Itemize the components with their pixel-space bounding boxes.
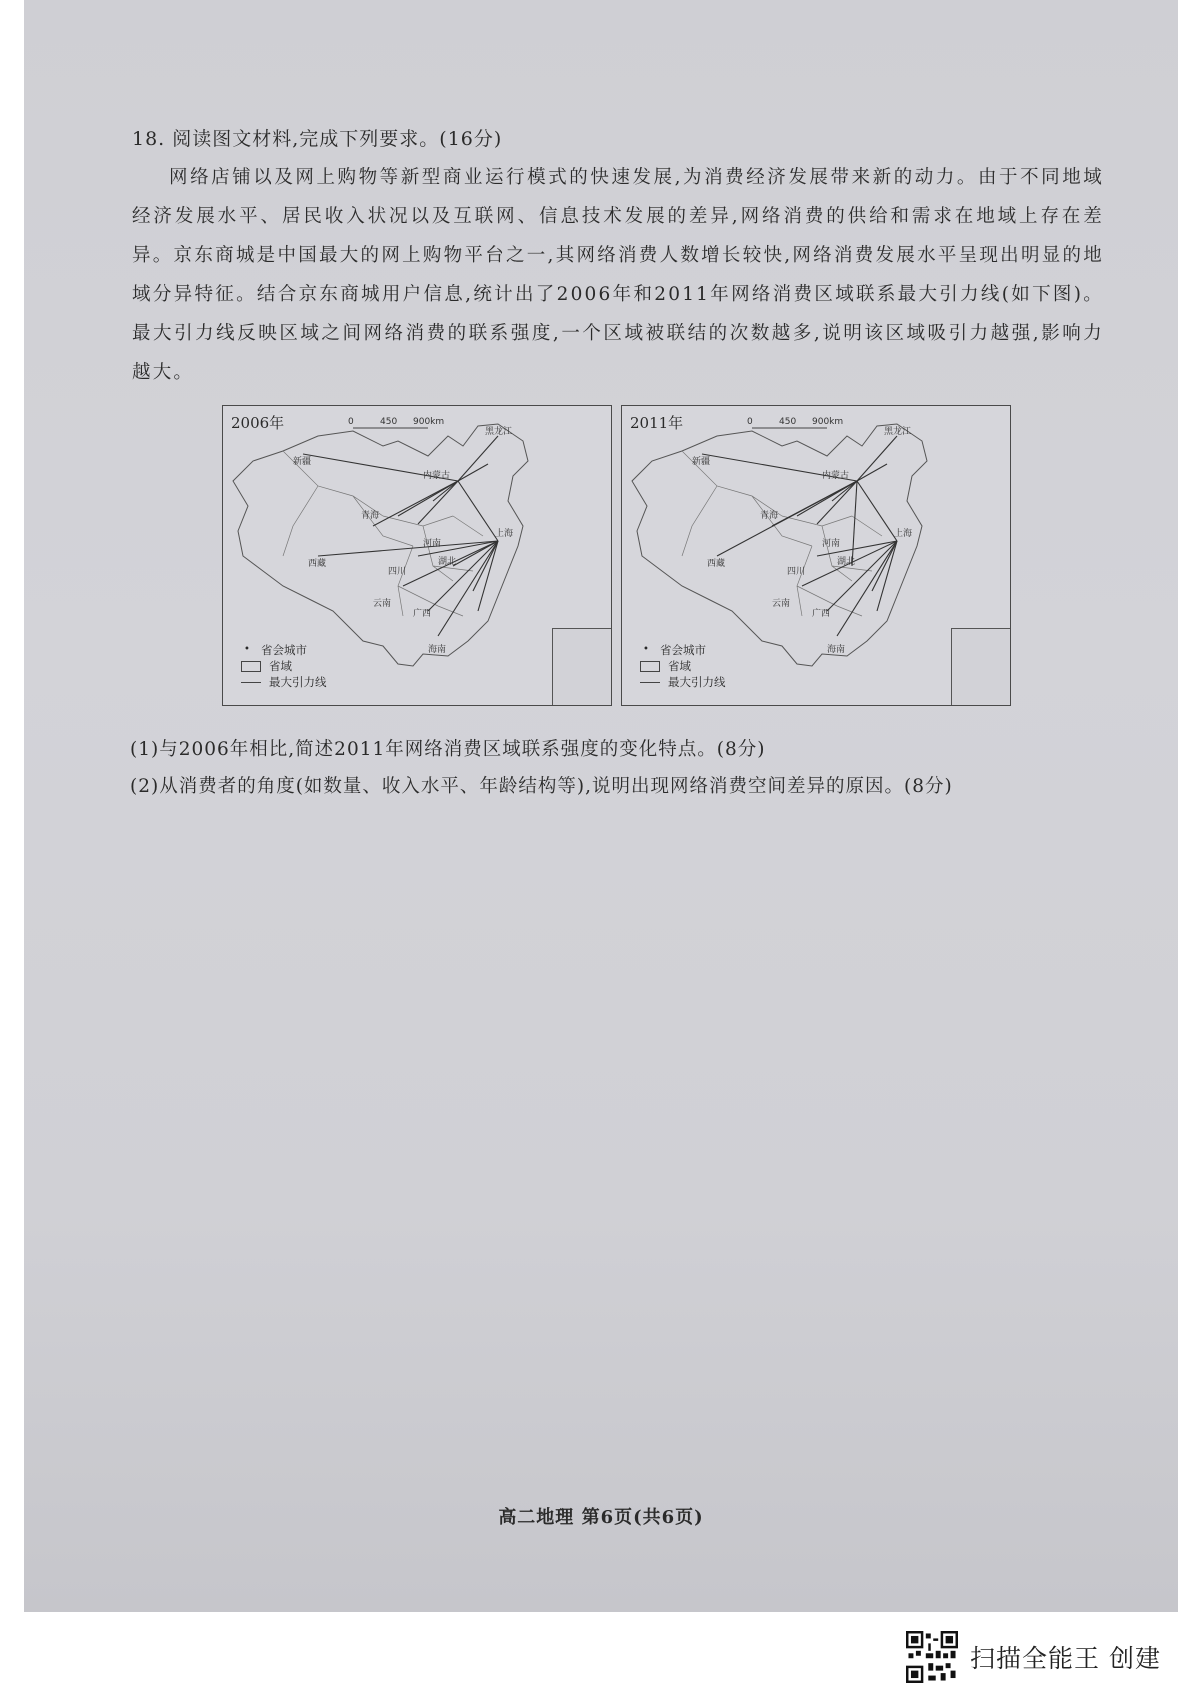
province-box-icon [640, 661, 660, 672]
map-figure [222, 405, 1013, 706]
page-footer: 高二地理 第6页(共6页) [498, 1507, 704, 1528]
scale-label-900: 900km [812, 417, 844, 427]
map-year: 2006年 [231, 414, 285, 432]
south-china-sea-inset [951, 628, 1010, 705]
legend-province: 省域 [269, 659, 292, 673]
province-label: 湖北 [837, 557, 856, 567]
province-box-icon [241, 661, 261, 672]
map-panel-2006 [222, 405, 612, 706]
province-label: 河南 [822, 539, 841, 549]
sub-question-2: (2)从消费者的角度(如数量、收入水平、年龄结构等),说明出现网络消费空间差异的原因。(8分) [130, 776, 953, 797]
question-title: 18. 阅读图文材料,完成下列要求。(16分) [132, 128, 503, 150]
map-panel-2011 [621, 405, 1011, 706]
legend-capital: 省会城市 [261, 643, 307, 657]
province-label: 上海 [894, 529, 913, 539]
province-label: 内蒙古 [423, 471, 451, 481]
province-label: 海南 [827, 645, 846, 655]
line-icon [640, 682, 660, 683]
scale-label-450: 450 [380, 417, 398, 427]
exam-paper [24, 0, 1178, 1612]
question-material: 网络店铺以及网上购物等新型商业运行模式的快速发展,为消费经济发展带来新的动力。由于不同地域经济发展水平、居民收入状况以及互联网、信息技术发展的差异,网络消费的供给和需求在地域上存在差异。京东商城是中国最大的网上购物平台之一,其网络消费人数增长较快,网络消费发展水平呈现出明显的地域分异特征。结合京东商城用户信息,统计出了2006年和2011年网络消费区域联系最大引力线(如下图)。最大引力线反映区域之间网络消费的联系强度,一个区域被联结的次数越多,说明该区域吸引力越强,影响力越大。 [132, 167, 1104, 383]
scale-label-450: 450 [779, 417, 797, 427]
legend-line: 最大引力线 [269, 675, 327, 689]
qr-code-icon [906, 1631, 958, 1683]
province-label: 黑龙江 [485, 427, 513, 437]
province-label: 海南 [428, 645, 447, 655]
province-label: 广西 [413, 609, 432, 619]
province-label: 西藏 [707, 559, 726, 569]
province-label: 黑龙江 [884, 427, 912, 437]
province-label: 新疆 [692, 457, 711, 467]
province-label: 云南 [772, 599, 791, 609]
province-label: 四川 [787, 567, 806, 577]
province-label: 四川 [388, 567, 407, 577]
province-label: 西藏 [308, 559, 327, 569]
line-icon [241, 682, 261, 683]
legend-capital: 省会城市 [660, 643, 706, 657]
south-china-sea-inset [552, 628, 611, 705]
province-label: 云南 [373, 599, 392, 609]
scale-label-0: 0 [747, 417, 753, 427]
province-label: 内蒙古 [822, 471, 850, 481]
map-year: 2011年 [630, 414, 684, 432]
map-legend [241, 642, 327, 690]
province-label: 新疆 [293, 457, 312, 467]
province-label: 青海 [760, 511, 779, 521]
scanner-watermark [906, 1631, 1161, 1683]
scale-label-900: 900km [413, 417, 445, 427]
province-label: 湖北 [438, 557, 457, 567]
province-label: 青海 [361, 511, 380, 521]
map-legend [640, 642, 726, 690]
dot-icon: • [244, 644, 250, 655]
legend-province: 省域 [668, 659, 691, 673]
scale-label-0: 0 [348, 417, 354, 427]
watermark-text: 扫描全能王 创建 [970, 1644, 1161, 1673]
province-label: 上海 [495, 529, 514, 539]
province-label: 广西 [812, 609, 831, 619]
sub-question-1: (1)与2006年相比,简述2011年网络消费区域联系强度的变化特点。(8分) [130, 739, 766, 760]
province-label: 河南 [423, 539, 442, 549]
legend-line: 最大引力线 [668, 675, 726, 689]
dot-icon: • [643, 644, 649, 655]
